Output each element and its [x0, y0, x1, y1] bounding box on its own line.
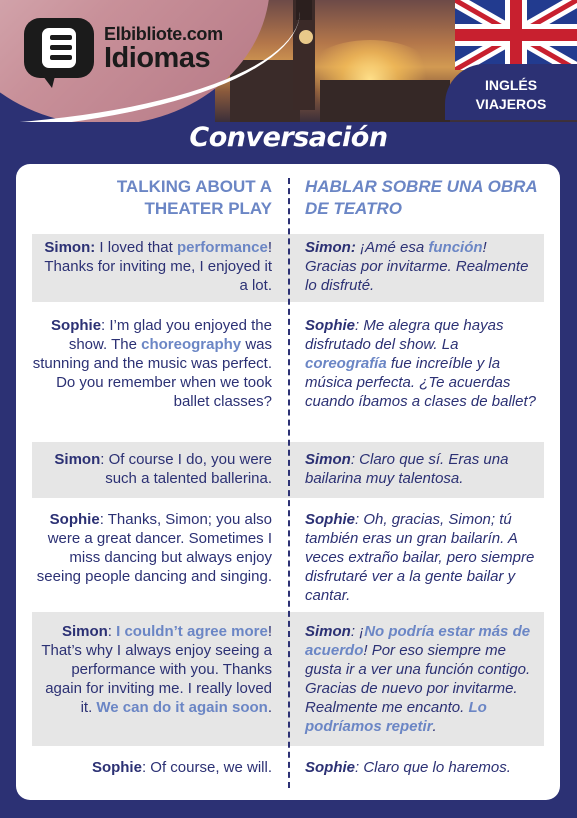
header-banner — [0, 0, 577, 122]
line-text: I loved that — [95, 239, 177, 256]
conversation-card — [16, 164, 560, 800]
line-text: was stunning and the music was perfect. Do you remember when we took ballet classes? — [32, 336, 272, 410]
tag-audience: VIAJEROS — [475, 96, 547, 112]
keyword: performance — [176, 239, 268, 256]
line-text: ! That’s why I always enjoy seeing a performance with you. Thanks again for inviting me. I really loved it. — [41, 623, 272, 716]
speaker-name: Sophie — [305, 511, 356, 528]
line-text: ! Thanks for inviting me, I enjoyed it a lot. — [44, 239, 272, 294]
keyword: We can do it again soon — [96, 699, 268, 716]
parliament-building — [230, 60, 300, 122]
english-line — [32, 450, 272, 488]
spanish-column-header: HABLAR SOBRE UNA OBRA DE TEATRO — [305, 177, 538, 218]
keyword: I couldn’t agree more — [116, 623, 268, 640]
spanish-line — [305, 316, 541, 411]
speaker-name: Simon — [305, 451, 351, 468]
speaker-name: Simon — [54, 451, 101, 468]
english-column-header: TALKING ABOUT A THEATER PLAY — [116, 177, 272, 218]
english-line — [32, 758, 272, 777]
speaker-name: Simon — [61, 623, 108, 640]
speaker-name: Sophie — [51, 317, 102, 334]
speaker-name: Simon: — [305, 239, 356, 256]
tag-language: INGLÉS — [484, 77, 538, 93]
keyword: choreography — [141, 336, 242, 353]
spanish-line — [305, 450, 541, 488]
line-text: : Me alegra que hayas disfrutado del show. La — [305, 317, 504, 353]
line-text: fue increíble y la música perfecta. ¿Te acuerdas cuando íbamos a clases de ballet? — [305, 355, 536, 410]
city-buildings — [320, 80, 450, 122]
speaker-name: Sophie — [91, 759, 142, 776]
line-text: ! Gracias por invitarme. Realmente lo disfruté. — [305, 239, 529, 294]
line-text: : Claro que sí. Eras una bailarina muy talentosa. — [305, 451, 509, 487]
line-text: : Oh, gracias, Simon; tú también eras un gran bailarín. A veces extraño bailar, pero siempre disfrutaré ver a la gente bailar y cantar. — [305, 511, 535, 604]
brand-site-name: Elbibliote.com — [104, 24, 223, 44]
line-text: ¡Amé esa — [355, 239, 429, 256]
spanish-line — [305, 510, 541, 605]
line-text: : Thanks, Simon; you also were a great dancer. Sometimes I miss dancing but always enjoy seeing people dancing and singing. — [36, 511, 272, 585]
keyword: función — [428, 239, 483, 256]
clock-face-icon — [297, 28, 315, 46]
line-text: : Of course, we will. — [141, 759, 272, 776]
line-text: : Of course I do, you were such a talented ballerina. — [100, 451, 272, 487]
uk-flag-icon — [455, 0, 577, 70]
speaker-name: Sophie — [305, 759, 356, 776]
keyword: coreografía — [305, 355, 387, 372]
speaker-name: Simon: — [44, 239, 96, 256]
logo-bubble-tail — [40, 72, 56, 88]
logo-letter-icon — [42, 28, 76, 68]
line-text: : Claro que lo haremos. — [355, 759, 511, 776]
speaker-name: Simon — [305, 623, 351, 640]
english-line — [32, 510, 272, 586]
keyword: Lo podríamos repetir — [305, 699, 487, 735]
language-tag — [445, 64, 577, 120]
speaker-name: Sophie — [305, 317, 356, 334]
line-text: : ¡ — [350, 623, 365, 640]
column-divider — [288, 178, 290, 788]
brand-title: Idiomas — [104, 42, 211, 74]
page-title: Conversación — [189, 122, 388, 153]
english-line — [32, 622, 272, 717]
spanish-line — [305, 622, 541, 736]
line-text: . — [432, 718, 437, 735]
english-line — [32, 316, 272, 411]
line-text: : I’m glad you enjoyed the show. The — [68, 317, 272, 353]
line-text: : — [107, 623, 117, 640]
speaker-name: Sophie — [49, 511, 100, 528]
english-line — [32, 238, 272, 295]
keyword: No podría estar más de acuerdo — [305, 623, 531, 659]
line-text: . — [267, 699, 272, 716]
spanish-line — [305, 758, 541, 777]
line-text: ! Por eso siempre me gusta ir a ver una función contigo. Gracias de nuevo por invitarme. Realmente me encanto. — [305, 642, 531, 716]
spanish-line — [305, 238, 541, 295]
big-ben-spire — [296, 0, 312, 20]
